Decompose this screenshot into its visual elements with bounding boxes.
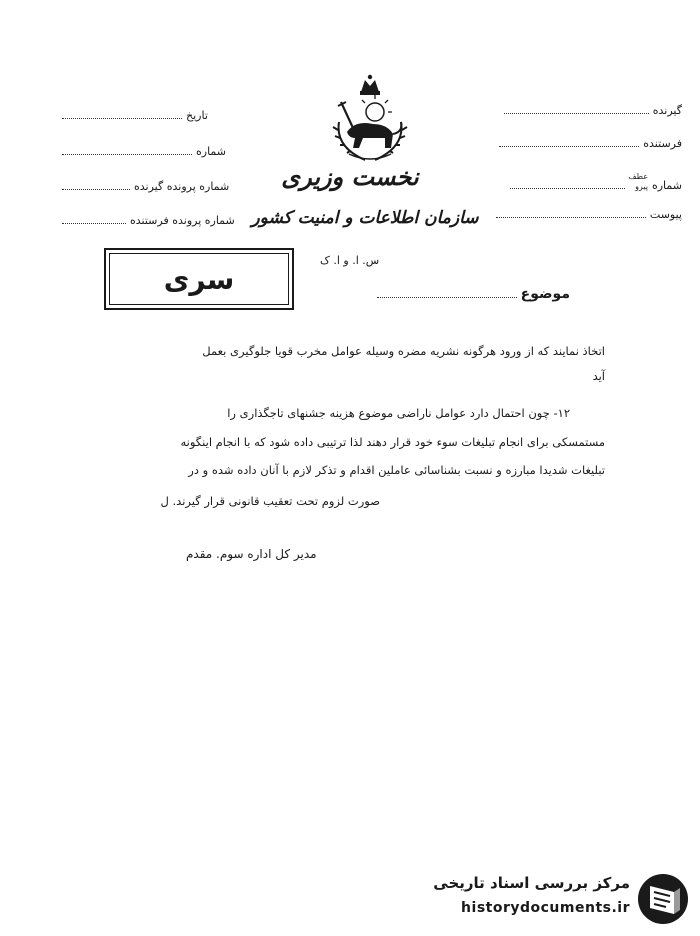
field-sender-file-line bbox=[62, 222, 126, 224]
archive-url: historydocuments.ir bbox=[461, 900, 630, 916]
field-sender-label: فرستنده bbox=[643, 137, 682, 150]
field-sender-line bbox=[499, 145, 639, 147]
subject-line bbox=[377, 297, 517, 298]
body-line-2: آید bbox=[592, 369, 605, 383]
field-sender-file-label: شماره پرونده فرستنده bbox=[130, 214, 235, 227]
ministry-title: نخست وزیری bbox=[281, 162, 419, 191]
field-number-left-label: شماره bbox=[196, 145, 227, 158]
field-number-right-label: شماره bbox=[651, 179, 682, 192]
body-line-6: صورت لزوم تحت تعقیب قانونی قرار گیرند. ل bbox=[160, 494, 380, 508]
field-recipient-file-line bbox=[62, 188, 130, 190]
archive-name: مرکز بررسی اسناد تاریخی bbox=[433, 874, 630, 892]
field-number-right-line bbox=[510, 187, 625, 189]
field-attachment-label: پیوست bbox=[649, 208, 682, 221]
field-number-notes bbox=[625, 172, 648, 192]
organization-title: سازمان اطلاعات و امنیت کشور bbox=[251, 208, 479, 228]
body-line-3: ۱۲- چون احتمال دارد عوامل ناراضی موضوع هزینه جشنهای تاجگذاری را bbox=[227, 406, 570, 420]
field-recipient bbox=[504, 104, 682, 117]
field-sender bbox=[499, 137, 682, 150]
subject-label: موضوع bbox=[520, 286, 570, 302]
note-atf: عطف bbox=[628, 172, 648, 181]
archive-logo bbox=[414, 868, 694, 930]
body-line-5: تبلیغات شدیدا مبارزه و نسبت بشناسائی عاملین اقدام و تذکر لازم با آنان داده شده و در bbox=[188, 463, 605, 477]
body-line-4: مستمسکی برای انجام تبلیغات سوء خود قرار دهند لذا ترتیبی داده شود که با انجام اینگونه bbox=[180, 435, 605, 449]
reference-code: س. ا. و ا. ک bbox=[320, 254, 380, 267]
field-sender-file bbox=[62, 214, 235, 227]
signature-line: مدیر کل اداره سوم. مقدم bbox=[186, 547, 317, 561]
note-peyro: پیرو bbox=[635, 182, 648, 191]
field-number-left-line bbox=[62, 153, 192, 155]
field-date-label: تاریخ bbox=[186, 109, 208, 122]
secret-stamp bbox=[104, 248, 294, 310]
archive-mark-icon bbox=[636, 872, 690, 926]
body-line-1: اتخاذ نمایند که از ورود هرگونه نشریه مضره وسیله عوامل مخرب قویا جلوگیری بعمل bbox=[202, 344, 605, 358]
secret-stamp-text: سری bbox=[163, 262, 235, 296]
field-recipient-label: گیرنده bbox=[652, 104, 682, 117]
field-number-left bbox=[62, 145, 226, 158]
field-recipient-file bbox=[62, 180, 229, 193]
field-attachment bbox=[496, 208, 682, 221]
field-number-right bbox=[510, 172, 682, 192]
subject-field bbox=[377, 286, 570, 302]
field-date-line bbox=[62, 117, 182, 119]
field-recipient-file-label: شماره پرونده گیرنده bbox=[134, 180, 230, 193]
lion-and-sun-emblem bbox=[325, 72, 415, 172]
field-recipient-line bbox=[504, 112, 649, 114]
field-date bbox=[62, 109, 208, 122]
field-attachment-line bbox=[496, 216, 646, 218]
